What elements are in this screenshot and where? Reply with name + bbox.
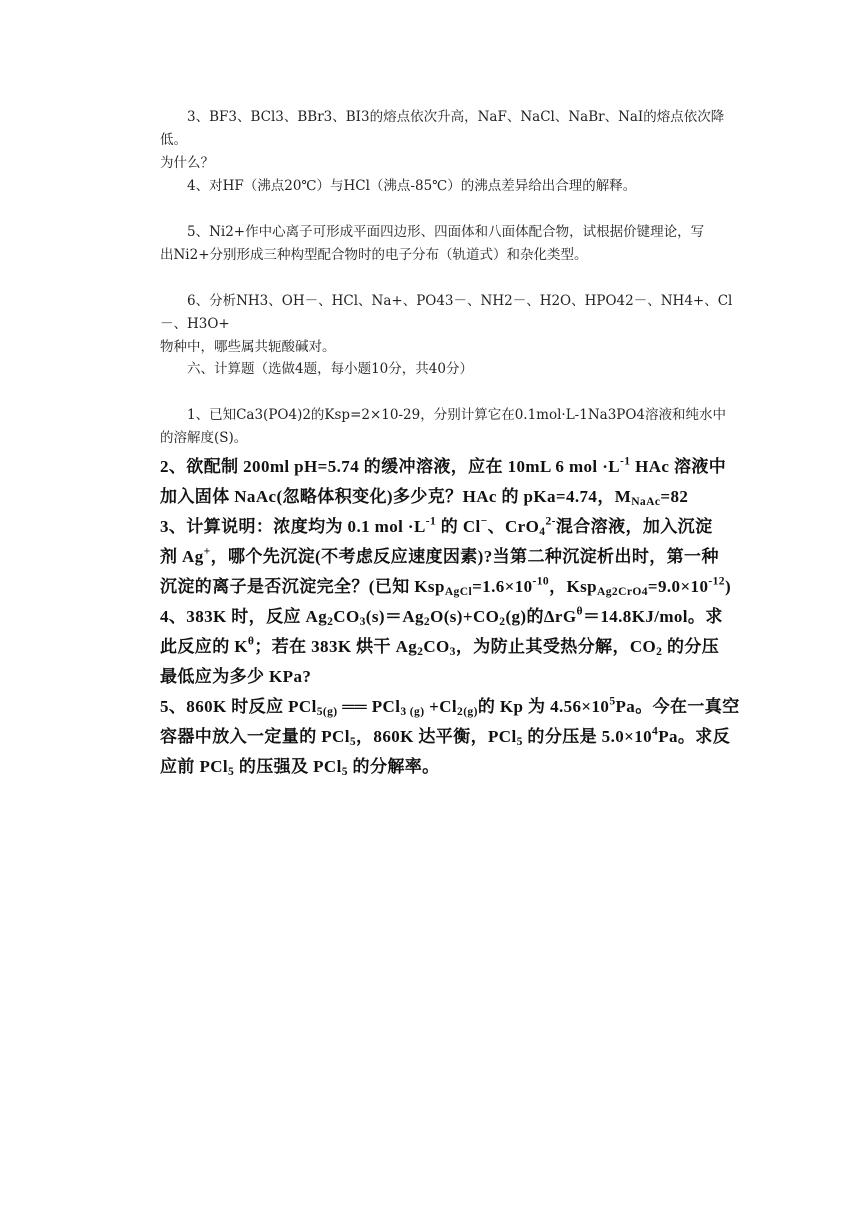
calc-question-5-line-2 [160, 722, 740, 752]
text: 的 Cl [436, 517, 481, 536]
calc-question-1-line-1: 1、已知Ca3(PO4)2的Ksp=2×10-29，分别计算它在0.1mol·L-1Na3PO4溶液和纯水中 [187, 407, 727, 423]
sub: 3 [359, 614, 366, 628]
calc-question-2-line-1 [160, 452, 740, 482]
text: 3、计算说明：浓度均为 0.1 mol ·L [160, 517, 426, 536]
calc-question-4-line-3 [160, 662, 740, 692]
text: CO [333, 607, 360, 626]
sub: 3 (g) [400, 704, 425, 718]
text: 5、860K 时反应 PCl [160, 697, 317, 716]
question-4-line-1: 4、对HF（沸点20℃）与HCl（沸点-85℃）的沸点差异给出合理的解释。 [187, 178, 637, 194]
text: Pa。求反 [658, 727, 731, 746]
sup: -12 [708, 574, 725, 588]
text: Pa。今在一真空 [615, 697, 740, 716]
text: O(s)+CO [430, 607, 500, 626]
text: 沉淀的离子是否沉淀完全？(已知 Ksp [160, 577, 445, 596]
calc-question-2-line-2 [160, 482, 740, 512]
text: 应前 PCl [160, 757, 229, 776]
text: =9.0×10 [647, 577, 709, 596]
sub: 2 [423, 614, 431, 628]
text: 最低应为多少 KPa? [160, 667, 312, 686]
text: ══ PCl [337, 697, 401, 716]
sub: 2 [656, 644, 663, 658]
text: 2、欲配制 200ml pH=5.74 的缓冲溶液，应在 10mL 6 mol ·L [160, 457, 621, 476]
sup: 5 [609, 694, 616, 708]
sup: -1 [425, 514, 437, 528]
text: =82 [660, 487, 689, 506]
question-6-line-1: 6、分析NH3、OH－、HCl、Na+、PO43－、NH2－、H2O、HPO42－、NH4+、Cl－、H3O+ [160, 293, 733, 332]
text: 、CrO [487, 517, 540, 536]
text: ，为防止其受热分解，CO [455, 637, 657, 656]
sup: -10 [532, 574, 550, 588]
question-6 [160, 290, 740, 359]
text: 容器中放入一定量的 PCl [160, 727, 350, 746]
question-3-line-2: 为什么？ [160, 155, 214, 171]
question-4 [160, 175, 740, 198]
sup: -1 [620, 454, 631, 468]
sub: 2 [417, 644, 424, 658]
question-5 [160, 221, 740, 267]
sub: 2 [327, 614, 334, 628]
question-6-line-2: 物种中，哪些属共轭酸碱对。 [160, 339, 336, 355]
text: 此反应的 K [160, 637, 248, 656]
text: 的压强及 PCl [234, 757, 342, 776]
text: CO [423, 637, 450, 656]
text: 的分压是 5.0×10 [522, 727, 653, 746]
text: 4、383K 时，反应 Ag [160, 607, 328, 626]
sup: 4 [652, 724, 659, 738]
text: 剂 Ag [160, 547, 204, 566]
text: (s)＝Ag [365, 607, 424, 626]
sub: 2(g) [457, 704, 478, 718]
question-5-line-1: 5、Ni2+作中心离子可形成平面四边形、四面体和八面体配合物，试根据价键理论，写 [187, 224, 705, 240]
sub: 5 [516, 734, 523, 748]
calc-question-3-line-2 [160, 542, 740, 572]
sup: + [203, 544, 211, 558]
calc-question-1-line-2: 的溶解度(S)。 [160, 430, 248, 446]
sub: NaAc [631, 494, 661, 508]
text: ；若在 383K 烘干 Ag [254, 637, 418, 656]
sub: 3 [449, 644, 456, 658]
question-5-line-2: 出Ni2+分别形成三种构型配合物时的电子分布（轨道式）和杂化类型。 [160, 247, 588, 263]
sub: 5 [228, 764, 235, 778]
text: =1.6×10 [472, 577, 533, 596]
calc-question-4-line-2 [160, 632, 740, 662]
text: HAc 溶液中 [630, 457, 727, 476]
text: 的分压 [662, 637, 720, 656]
calc-question-5-line-1 [160, 692, 740, 722]
sub: 5 [349, 734, 357, 748]
sup: θ [247, 634, 255, 648]
text: ＝14.8KJ/mol。求 [582, 607, 723, 626]
sub: 4 [539, 524, 546, 538]
text: 的 Kp 为 4.56×10 [477, 697, 610, 716]
calc-question-3-line-3 [160, 572, 740, 602]
sup: − [480, 514, 488, 528]
sub: Ag2CrO4 [597, 584, 648, 598]
sub: 2 [499, 614, 506, 628]
sub: 5(g) [316, 704, 338, 718]
text: +Cl [424, 697, 458, 716]
calc-question-4-line-1 [160, 602, 740, 632]
sub: 5 [341, 764, 348, 778]
text: ) [724, 577, 732, 596]
question-3 [160, 106, 740, 175]
calc-question-3-line-1 [160, 512, 740, 542]
sub: AgCl [444, 584, 473, 598]
sup: θ [576, 604, 583, 618]
text: 的分解率。 [347, 757, 440, 776]
sup: 2- [545, 514, 556, 528]
text: ，Ksp [549, 577, 598, 596]
text: ，860K 达平衡，PCl [356, 727, 517, 746]
calc-question-5-line-3 [160, 752, 740, 782]
text: (g)的ΔrG [505, 607, 577, 626]
text: 加入固体 NaAc(忽略体积变化)多少克？HAc 的 pKa=4.74，M [160, 487, 632, 506]
section-6-heading: 六、计算题（选做4题，每小题10分，共40分） [187, 361, 473, 377]
text: 混合溶液，加入沉淀 [555, 517, 713, 536]
question-3-line-1: 3、BF3、BCl3、BBr3、BI3的熔点依次升高，NaF、NaCl、NaBr、NaI的熔点依次降低。 [160, 109, 725, 148]
text: ，哪个先沉淀(不考虑反应速度因素)?当第二种沉淀析出时，第一种 [210, 547, 719, 566]
calc-question-1 [160, 404, 740, 450]
calc-questions-bold [160, 452, 740, 782]
